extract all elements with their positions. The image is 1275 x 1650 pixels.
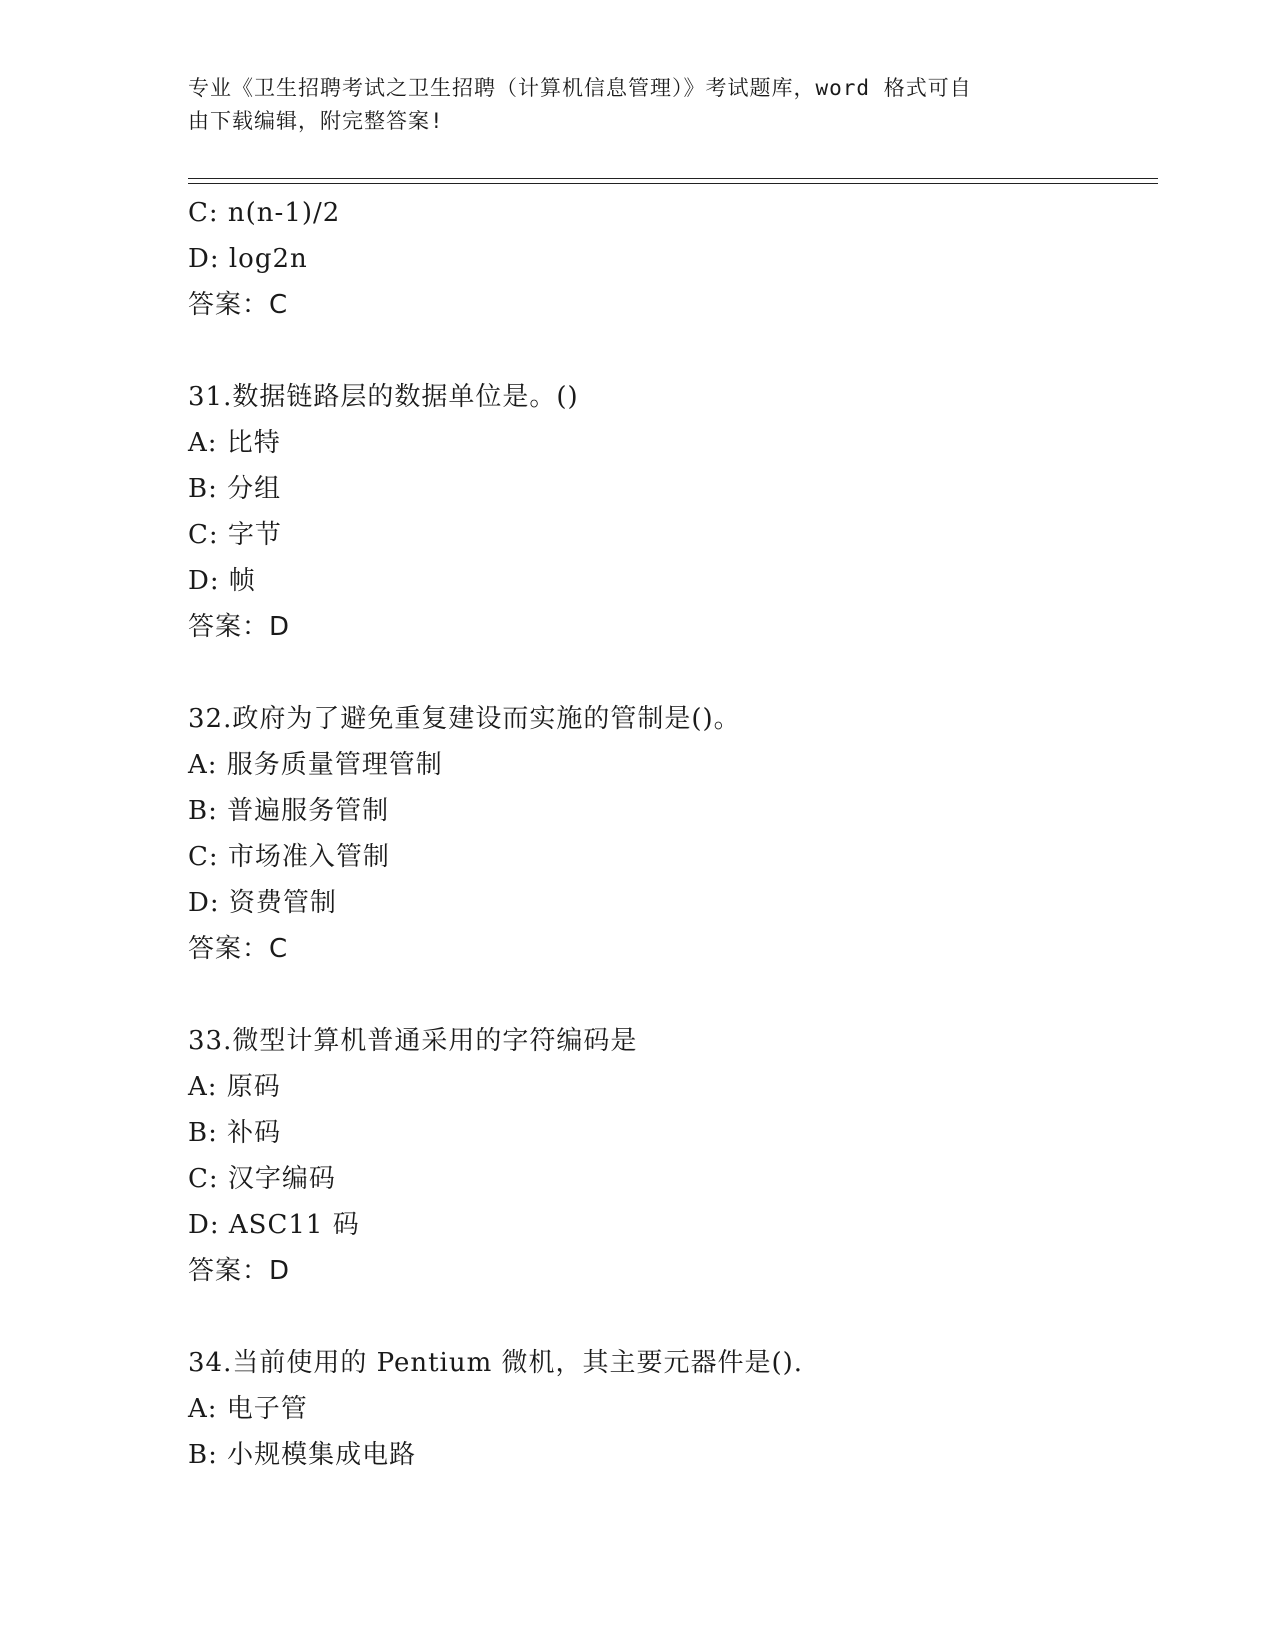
answer-line: 答案：D [188, 612, 291, 642]
option-d: D: 帧 [188, 566, 256, 596]
option-b: B: 分组 [188, 474, 282, 504]
question-30-tail [188, 190, 1158, 328]
option-c: C: 字节 [188, 520, 282, 550]
question-stem: 32.政府为了避免重复建设而实施的管制是()。 [188, 704, 741, 734]
answer-line: 答案：C [188, 934, 289, 964]
question-34 [188, 1340, 1158, 1478]
option-a: A: 比特 [188, 428, 281, 458]
option-b: B: 普遍服务管制 [188, 796, 390, 826]
option-d: D: ASC11 码 [188, 1210, 360, 1240]
option-c: C: 市场准入管制 [188, 842, 390, 872]
header-rule-bottom [188, 183, 1158, 184]
option-d: D: log2n [188, 244, 308, 274]
header-line-2: 由下载编辑，附完整答案! [188, 109, 444, 133]
question-stem: 34.当前使用的 Pentium 微机，其主要元器件是(). [188, 1348, 804, 1378]
option-a: A: 电子管 [188, 1394, 308, 1424]
option-a: A: 原码 [188, 1072, 281, 1102]
option-b: B: 补码 [188, 1118, 282, 1148]
question-stem: 31.数据链路层的数据单位是。() [188, 382, 579, 412]
header-line-1: 专业《卫生招聘考试之卫生招聘（计算机信息管理）》考试题库，word 格式可自 [188, 76, 972, 100]
document-header [188, 72, 1068, 138]
header-rule-top [188, 178, 1158, 179]
question-32 [188, 696, 1158, 972]
question-stem: 33.微型计算机普通采用的字符编码是 [188, 1026, 638, 1056]
question-31 [188, 374, 1158, 650]
option-d: D: 资费管制 [188, 888, 337, 918]
option-b: B: 小规模集成电路 [188, 1440, 417, 1470]
option-a: A: 服务质量管理管制 [188, 750, 443, 780]
option-c: C: n(n-1)/2 [188, 198, 341, 228]
question-33 [188, 1018, 1158, 1294]
option-c: C: 汉字编码 [188, 1164, 336, 1194]
answer-line: 答案：D [188, 1256, 291, 1286]
answer-line: 答案：C [188, 290, 289, 320]
question-list [188, 190, 1158, 1478]
